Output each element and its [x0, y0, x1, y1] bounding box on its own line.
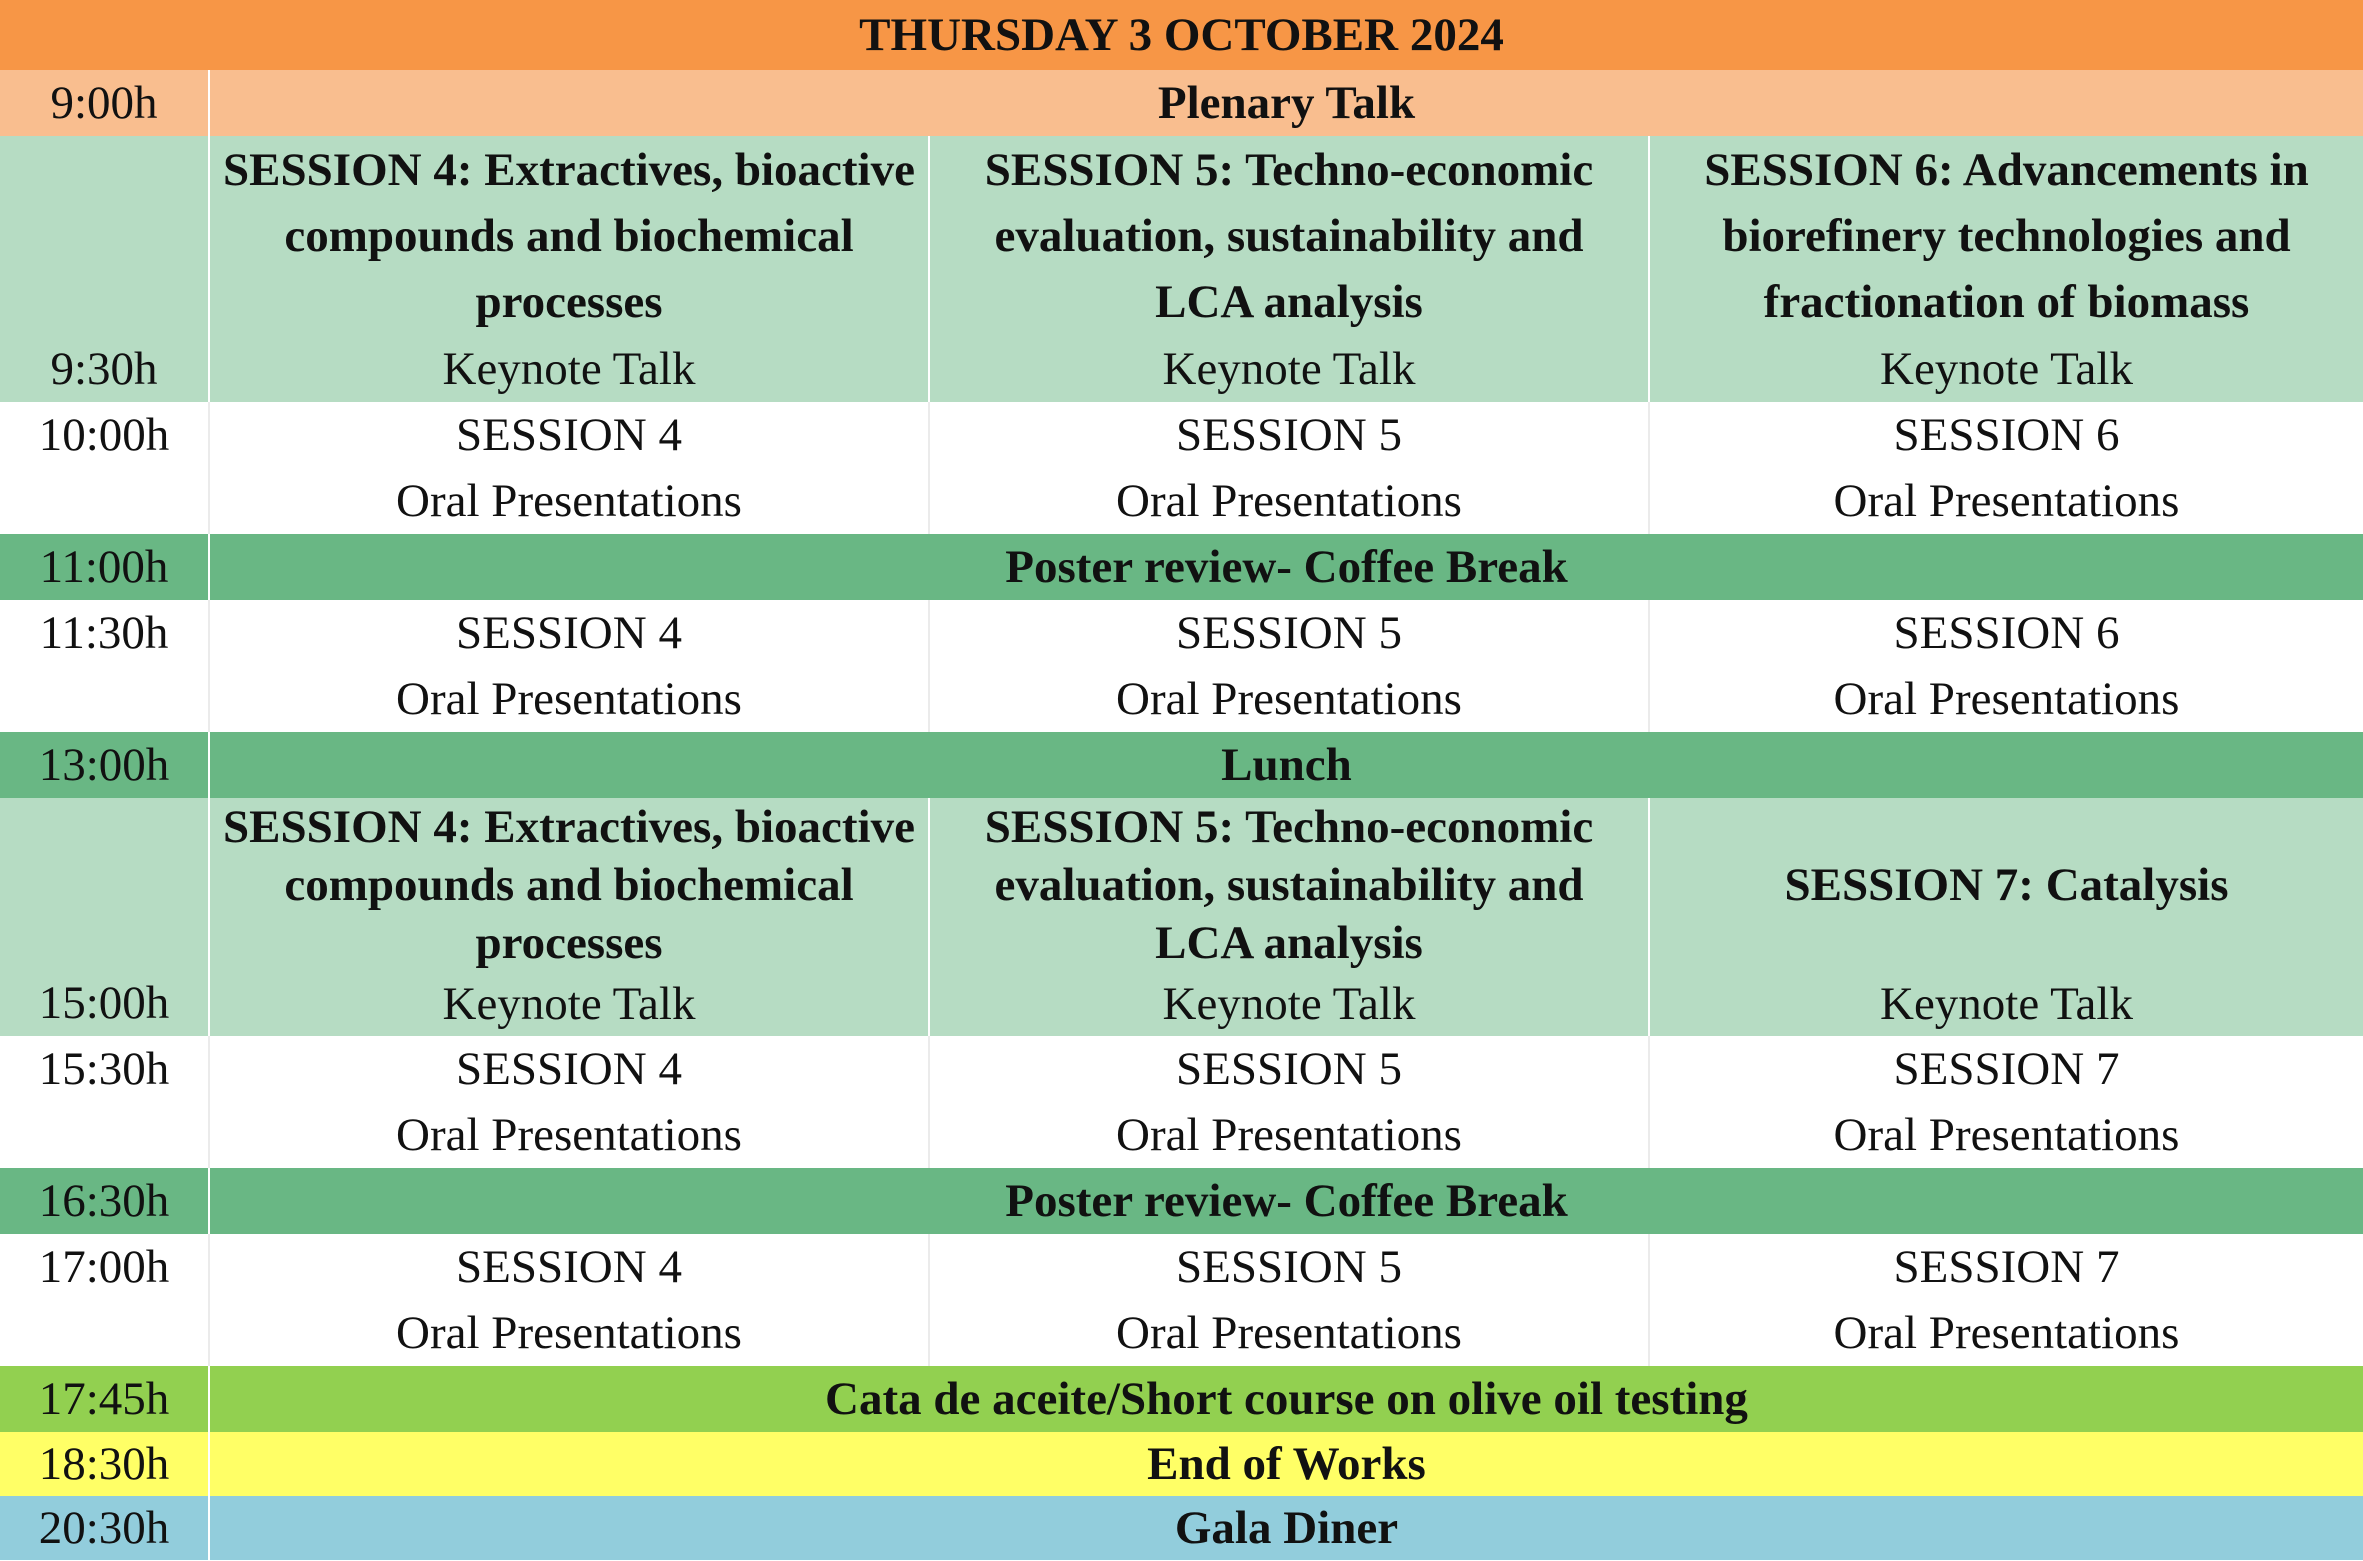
oral-cell	[210, 1036, 930, 1168]
lunch-row	[0, 732, 2363, 798]
time-cell: 9:00h	[0, 70, 210, 136]
oral-label: Oral Presentations	[1833, 1307, 2180, 1359]
break-row-2	[0, 1168, 2363, 1234]
time-cell	[0, 798, 210, 1036]
gala-label: Gala Diner	[1174, 1502, 1399, 1554]
session-name: SESSION 4	[456, 409, 682, 461]
day-title-row	[0, 0, 2363, 70]
session-name: SESSION 5	[1176, 409, 1402, 461]
end-label: End of Works	[1147, 1438, 1426, 1490]
keynote-label: Keynote Talk	[1880, 978, 2133, 1030]
keynote-label: Keynote Talk	[1162, 978, 1416, 1030]
plenary-row	[0, 70, 2363, 136]
session-name: SESSION 4	[456, 1043, 682, 1095]
time-cell: 17:45h	[0, 1366, 210, 1432]
oral-cell	[930, 1234, 1650, 1366]
oral-row-1	[0, 402, 2363, 534]
time-cell: 10:00h	[0, 402, 210, 534]
session-title: SESSION 6: Advancements in biorefinery technologies and fractionation of biomass	[1704, 144, 2309, 328]
oral-label: Oral Presentations	[396, 1109, 742, 1161]
time-cell: 20:30h	[0, 1496, 210, 1560]
oral-label: Oral Presentations	[1116, 1307, 1462, 1359]
oral-cell	[930, 402, 1650, 534]
oral-cell	[210, 600, 930, 732]
plenary-label: Plenary Talk	[1157, 77, 1416, 129]
olive-oil-label: Cata de aceite/Short course on olive oil testing	[825, 1373, 1748, 1425]
time-cell	[0, 136, 210, 402]
session-name: SESSION 7	[1893, 1241, 2120, 1293]
oral-label: Oral Presentations	[1833, 475, 2180, 527]
oral-cell	[930, 600, 1650, 732]
day-title: THURSDAY 3 OCTOBER 2024	[859, 9, 1504, 61]
oral-row-3	[0, 1036, 2363, 1168]
oral-label: Oral Presentations	[1116, 475, 1462, 527]
time-label: 9:30h	[50, 343, 158, 395]
olive-oil-row	[0, 1366, 2363, 1432]
keynote-row-1	[0, 136, 2363, 402]
lunch-label: Lunch	[1221, 739, 1352, 791]
session-title: SESSION 5: Techno-economic evaluation, sustainability and LCA analysis	[984, 801, 1594, 969]
keynote-label: Keynote Talk	[442, 978, 696, 1030]
oral-row-4	[0, 1234, 2363, 1366]
session-name: SESSION 7	[1893, 1043, 2120, 1095]
session-cell	[1650, 136, 2363, 402]
session-name: SESSION 6	[1893, 607, 2120, 659]
time-cell: 15:30h	[0, 1036, 210, 1168]
oral-label: Oral Presentations	[1116, 1109, 1462, 1161]
oral-label: Oral Presentations	[396, 673, 742, 725]
keynote-label: Keynote Talk	[442, 343, 696, 395]
gala-row	[0, 1496, 2363, 1560]
end-row	[0, 1432, 2363, 1496]
oral-label: Oral Presentations	[396, 475, 742, 527]
oral-cell	[1650, 1234, 2363, 1366]
session-cell	[930, 136, 1650, 402]
session-name: SESSION 4	[456, 1241, 682, 1293]
session-cell	[930, 798, 1650, 1036]
session-title: SESSION 7: Catalysis	[1784, 859, 2229, 911]
oral-row-2	[0, 600, 2363, 732]
session-cell	[210, 798, 930, 1036]
oral-cell	[1650, 402, 2363, 534]
oral-cell	[1650, 1036, 2363, 1168]
time-cell: 16:30h	[0, 1168, 210, 1234]
session-cell	[210, 136, 930, 402]
session-name: SESSION 5	[1176, 1043, 1402, 1095]
break-label: Poster review- Coffee Break	[1005, 541, 1568, 593]
break-row-1	[0, 534, 2363, 600]
oral-label: Oral Presentations	[1833, 1109, 2180, 1161]
oral-label: Oral Presentations	[1833, 673, 2180, 725]
oral-cell	[1650, 600, 2363, 732]
session-title: SESSION 4: Extractives, bioactive compounds and biochemical processes	[223, 144, 915, 328]
time-cell: 13:00h	[0, 732, 210, 798]
keynote-row-2	[0, 798, 2363, 1036]
keynote-label: Keynote Talk	[1880, 343, 2133, 395]
session-name: SESSION 5	[1176, 607, 1402, 659]
session-cell	[1650, 798, 2363, 1036]
session-name: SESSION 4	[456, 607, 682, 659]
time-cell: 11:00h	[0, 534, 210, 600]
oral-cell	[210, 1234, 930, 1366]
session-name: SESSION 6	[1893, 409, 2120, 461]
oral-label: Oral Presentations	[1116, 673, 1462, 725]
time-label: 15:00h	[38, 977, 170, 1029]
oral-label: Oral Presentations	[396, 1307, 742, 1359]
session-title: SESSION 4: Extractives, bioactive compounds and biochemical processes	[223, 801, 915, 969]
keynote-label: Keynote Talk	[1162, 343, 1416, 395]
time-cell: 18:30h	[0, 1432, 210, 1496]
session-title: SESSION 5: Techno-economic evaluation, sustainability and LCA analysis	[984, 144, 1594, 328]
oral-cell	[210, 402, 930, 534]
session-name: SESSION 5	[1176, 1241, 1402, 1293]
time-cell: 17:00h	[0, 1234, 210, 1366]
time-cell: 11:30h	[0, 600, 210, 732]
oral-cell	[930, 1036, 1650, 1168]
break-label: Poster review- Coffee Break	[1005, 1175, 1568, 1227]
